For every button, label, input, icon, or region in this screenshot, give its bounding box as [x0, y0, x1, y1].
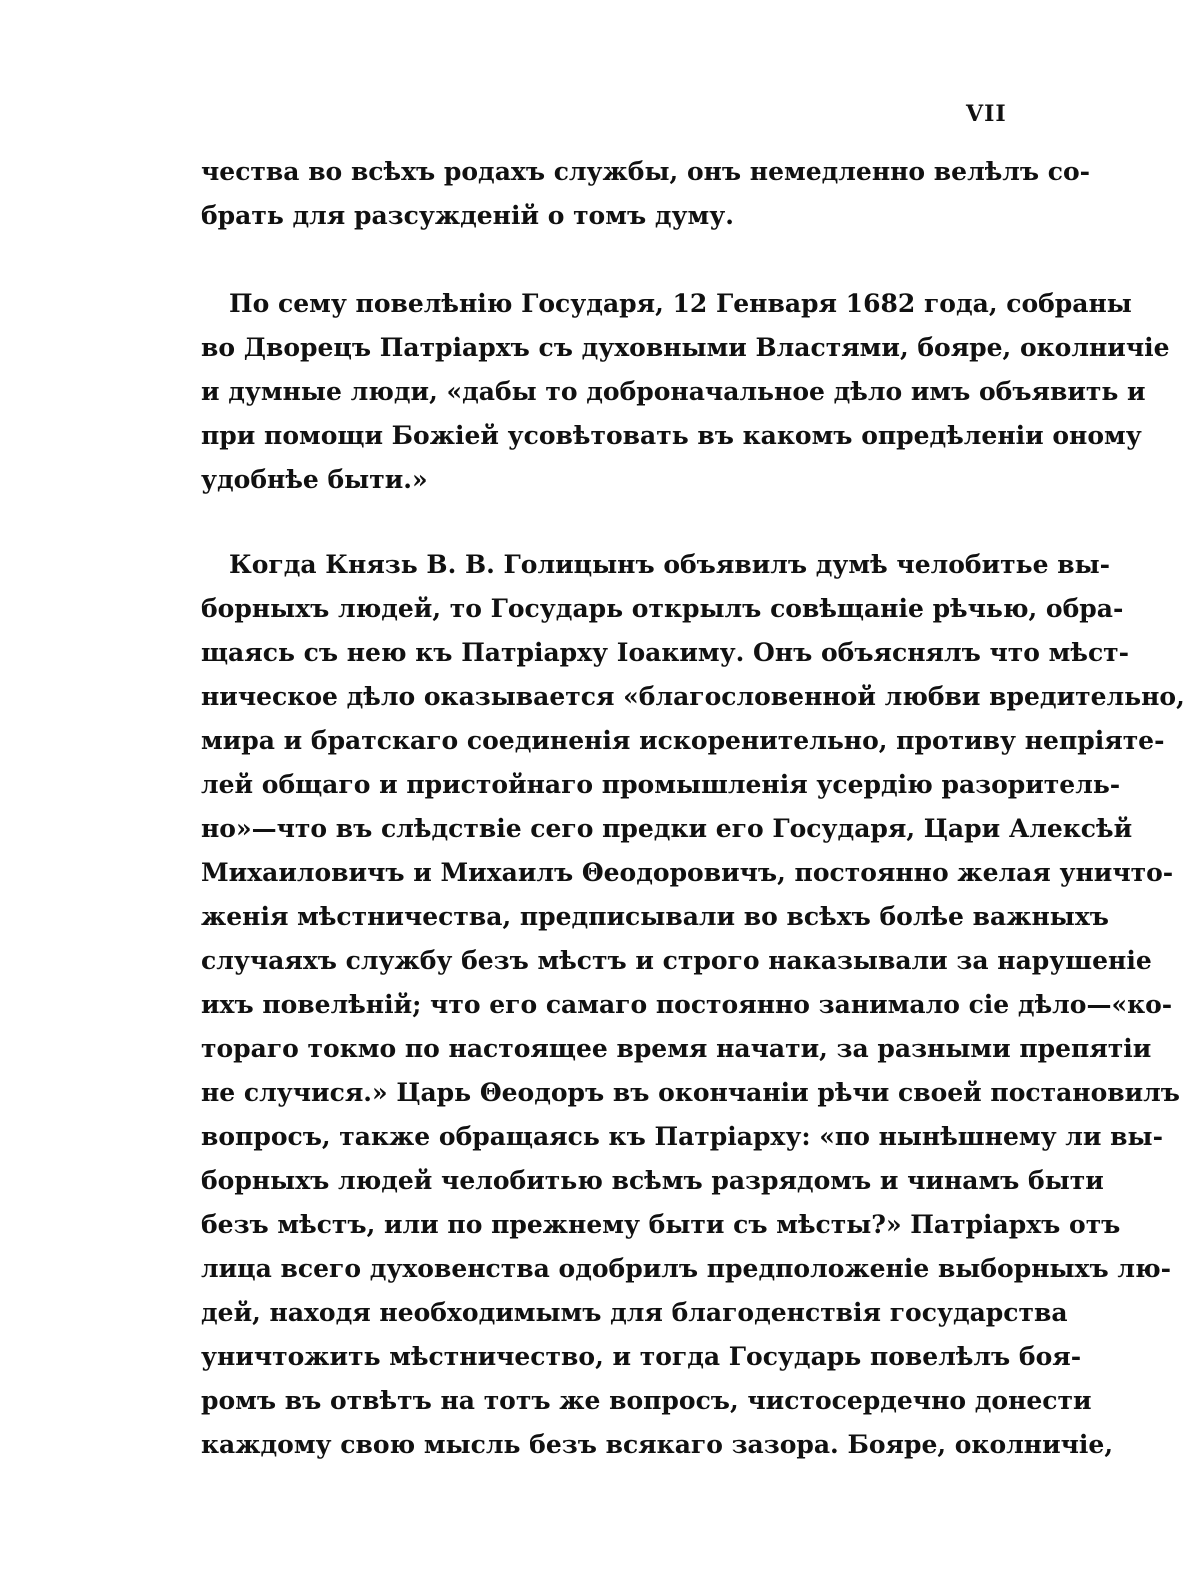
- text-line: удобнѣе быти.»: [201, 465, 428, 494]
- text-line: лица всего духовенства одобрилъ предположеніе выборныхъ лю-: [201, 1254, 1171, 1283]
- text-line: брать для разсужденій о томъ думу.: [201, 201, 734, 230]
- text-line: По сему повелѣнію Государя, 12 Генваря 1682 года, собраны: [229, 289, 1132, 318]
- text-line: случаяхъ службу безъ мѣстъ и строго наказывали за нарушеніе: [201, 946, 1152, 975]
- text-line: борныхъ людей челобитью всѣмъ разрядомъ и чинамъ быти: [201, 1166, 1104, 1195]
- text-line: Михаиловичъ и Михаилъ Θеодоровичъ, постоянно желая уничто-: [201, 858, 1174, 887]
- text-line: чества во всѣхъ родахъ службы, онъ немедленно велѣлъ со-: [201, 157, 1091, 186]
- text-line: ихъ повелѣній; что его самаго постоянно занимало сіе дѣло—«ко-: [201, 990, 1173, 1019]
- text-line: женія мѣстничества, предписывали во всѣхъ болѣе важныхъ: [201, 902, 1109, 931]
- text-line: вопросъ, также обращаясь къ Патріарху: «по нынѣшнему ли вы-: [201, 1122, 1163, 1151]
- text-line: и думные люди, «дабы то доброначальное дѣло имъ объявить и: [201, 377, 1146, 406]
- text-line: дей, находя необходимымъ для благоденствія государства: [201, 1298, 1068, 1327]
- text-line: ническое дѣло оказывается «благословенной любви вредительно,: [201, 682, 1185, 711]
- text-line: уничтожить мѣстничество, и тогда Государь повелѣлъ боя-: [201, 1342, 1082, 1371]
- paragraph-3: [201, 543, 1185, 1467]
- paragraph-1: [201, 150, 1091, 238]
- text-line: при помощи Божіей усовѣтовать въ какомъ опредѣленіи оному: [201, 421, 1142, 450]
- text-line: но»—что въ слѣдствіе сего предки его Государя, Цари Алексѣй: [201, 814, 1133, 843]
- text-line: каждому свою мысль безъ всякаго зазора. Бояре, околничіе,: [201, 1430, 1114, 1459]
- text-line: лей общаго и пристойнаго промышленія усердію разоритель-: [201, 770, 1121, 799]
- paragraph-2: [201, 282, 1170, 502]
- text-line: борныхъ людей, то Государь открылъ совѣщаніе рѣчью, обра-: [201, 594, 1124, 623]
- text-line: не случися.» Царь Θеодоръ въ окончаніи рѣчи своей постановилъ: [201, 1078, 1180, 1107]
- text-line: ромъ въ отвѣтъ на тотъ же вопросъ, чистосердечно донести: [201, 1386, 1092, 1415]
- text-line: щаясь съ нею къ Патріарху Іоакиму. Онъ объяснялъ что мѣст-: [201, 638, 1130, 667]
- text-line: тораго токмо по настоящее время начати, за разными препятіи: [201, 1034, 1152, 1063]
- text-line: мира и братскаго соединенія искоренительно, противу непріяте-: [201, 726, 1165, 755]
- text-line: во Дворецъ Патріархъ съ духовными Властями, бояре, околничіе: [201, 333, 1170, 362]
- text-line: Когда Князь В. В. Голицынъ объявилъ думѣ челобитье вы-: [229, 550, 1111, 579]
- text-line: безъ мѣстъ, или по прежнему быти съ мѣсты?» Патріархъ отъ: [201, 1210, 1121, 1239]
- page-number: VII: [966, 101, 1007, 127]
